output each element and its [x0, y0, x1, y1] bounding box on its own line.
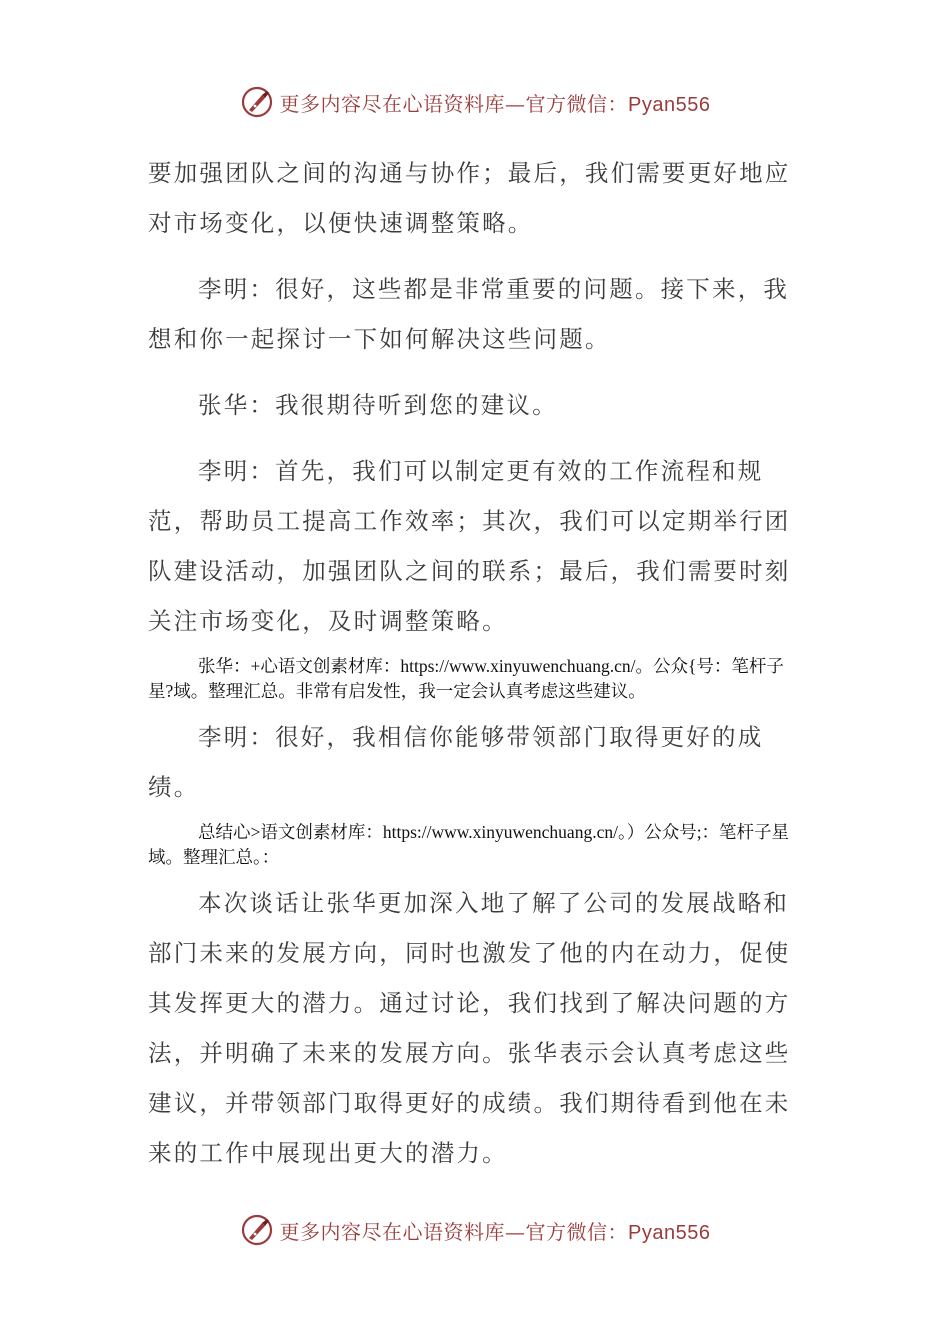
watermark-paragraph: 张华：+心语文创素材库：https://www.xinyuwenchuang.cn/。公众{号：笔杆子星?域。整理汇总。非常有启发性，我一定会认真考虑这些建议。 [148, 656, 784, 701]
document-body [148, 148, 808, 1178]
paragraph: 本次谈话让张华更加深入地了解了公司的发展战略和部门未来的发展方向，同时也激发了他的内在动力，促使其发挥更大的潜力。通过讨论，我们找到了解决问题的方法，并明确了未来的发展方向。张华表示会认真考虑这些建议，并带领部门取得更好的成绩。我们期待看到他在未来的工作中展现出更大的潜力。 [148, 889, 791, 1167]
pen-nib-logo-icon [240, 85, 274, 119]
banner-text [280, 88, 711, 117]
watermark-paragraph: 总结心>语文创素材库：https://www.xinyuwenchuang.cn/。）公众号;：笔杆子星域。整理汇总。： [148, 822, 790, 867]
banner-wechat-label: 官方微信： [525, 1219, 629, 1244]
banner-text [280, 1216, 711, 1245]
banner-dash: — [505, 91, 526, 116]
banner-title: 更多内容尽在心语资料库 [279, 91, 506, 116]
banner-wechat-id: Pyan556 [628, 1221, 711, 1244]
banner-wechat-id: Pyan556 [628, 93, 711, 116]
paragraph: 要加强团队之间的沟通与协作；最后，我们需要更好地应对市场变化，以便快速调整策略。 [148, 159, 791, 237]
banner-wechat-label: 官方微信： [525, 91, 629, 116]
paragraph: 张华：我很期待听到您的建议。 [198, 391, 558, 419]
paragraph: 李明：很好，这些都是非常重要的问题。接下来，我想和你一起探讨一下如何解决这些问题。 [148, 275, 790, 353]
banner-title: 更多内容尽在心语资料库 [279, 1219, 506, 1244]
paragraph: 李明：首先，我们可以制定更有效的工作流程和规范，帮助员工提高工作效率；其次，我们可以定期举行团队建设活动，加强团队之间的联系；最后，我们需要时刻关注市场变化，及时调整策略。 [148, 457, 791, 635]
footer-banner [0, 1208, 950, 1252]
banner-dash: — [505, 1219, 526, 1244]
paragraph: 李明：很好，我相信你能够带领部门取得更好的成绩。 [148, 723, 764, 801]
header-banner [0, 80, 950, 124]
pen-nib-logo-icon [240, 1213, 274, 1247]
